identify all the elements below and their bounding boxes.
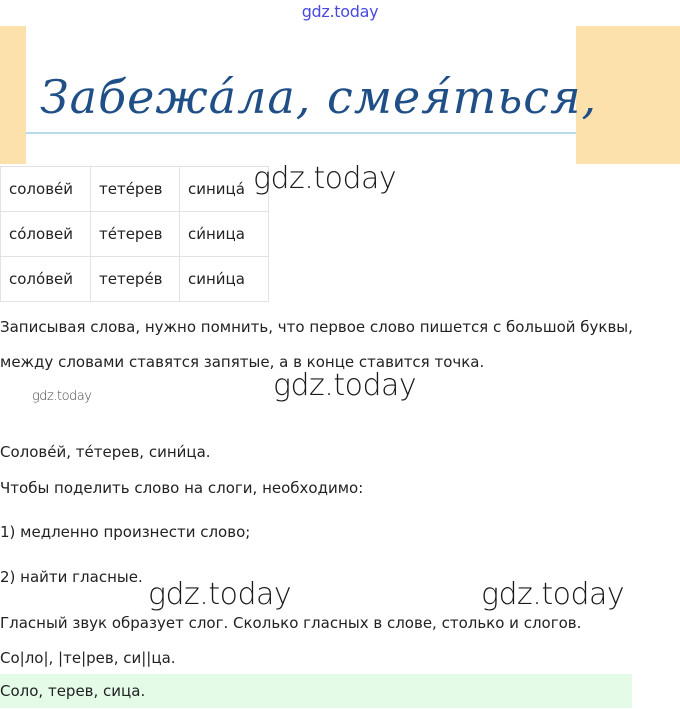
table-row xyxy=(1,257,269,302)
table-cell: тетере́в xyxy=(91,257,180,302)
stress-variants-table xyxy=(0,166,269,302)
handwriting-banner xyxy=(0,26,680,164)
table-cell: со́ловей xyxy=(1,212,91,257)
table-cell: те́терев xyxy=(91,212,180,257)
watermark: gdz.today xyxy=(273,368,417,403)
banner-side-left xyxy=(0,26,26,164)
handwritten-words: Забежа́ла, смея́ться, xyxy=(40,70,598,124)
rule-line-1: Записывая слова, нужно помнить, что первое слово пишется с большой буквы, xyxy=(0,318,633,336)
vowel-rule: Гласный звук образует слог. Сколько гласных в слове, столько и слогов. xyxy=(0,614,582,632)
table-cell: солове́й xyxy=(1,167,91,212)
banner-baseline xyxy=(26,132,576,134)
step-2: 2) найти гласные. xyxy=(0,568,143,586)
watermark-top: gdz.today xyxy=(301,2,379,21)
rule-line-2: между словами ставятся запятые, а в конце ставится точка. xyxy=(0,353,485,371)
answer-text: Соло, терев, сица. xyxy=(0,682,146,700)
table-cell: сини́ца xyxy=(180,257,269,302)
table-cell: синица́ xyxy=(180,167,269,212)
watermark: gdz.today xyxy=(481,577,625,612)
syllable-division: Со|ло|, |те|рев, си||ца. xyxy=(0,649,176,667)
watermark: gdz.today xyxy=(148,577,292,612)
table-row xyxy=(1,167,269,212)
table-cell: тете́рев xyxy=(91,167,180,212)
sentence-answer: Солове́й, те́терев, сини́ца. xyxy=(0,443,211,461)
table-row xyxy=(1,212,269,257)
syllable-intro: Чтобы поделить слово на слоги, необходимо: xyxy=(0,479,364,497)
answer-highlight xyxy=(0,674,632,708)
watermark: gdz.today xyxy=(253,161,397,196)
table-cell: соло́вей xyxy=(1,257,91,302)
table-cell: си́ница xyxy=(180,212,269,257)
watermark: gdz.today xyxy=(32,389,92,404)
step-1: 1) медленно произнести слово; xyxy=(0,523,251,541)
